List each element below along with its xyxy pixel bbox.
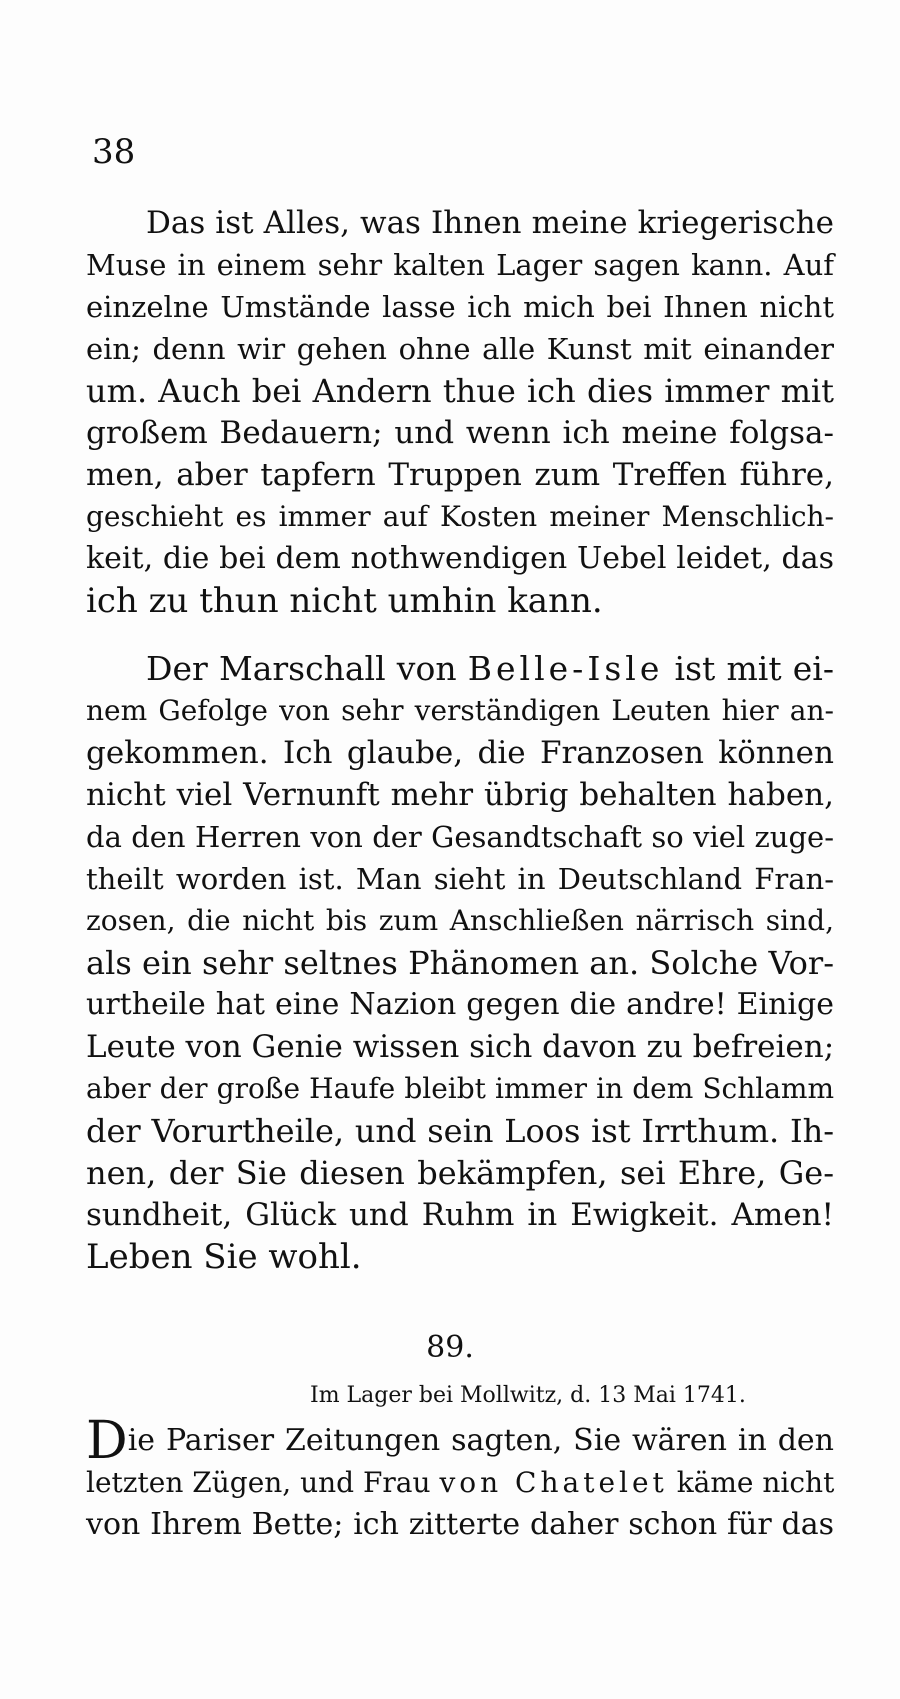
text-line: nen, der Sie diesen bekämpfen, sei Ehre, Ge-	[86, 1154, 834, 1192]
letter-dateline: Im Lager bei Mollwitz, d. 13 Mai 1741.	[310, 1383, 746, 1408]
paragraph-1	[86, 202, 834, 622]
text-segment: ie Pariser Zeitungen sagten, Sie wären in den	[127, 1423, 834, 1458]
paragraph-2	[86, 648, 834, 1278]
text-line: zosen, die nicht bis zum Anschließen närrisch sind,	[86, 904, 834, 937]
text-line: gekommen. Ich glaube, die Franzosen können	[86, 735, 834, 771]
text-line	[86, 648, 834, 690]
text-line: nem Gefolge von sehr verständigen Leuten hier an-	[86, 694, 834, 727]
text-line: geschieht es immer auf Kosten meiner Menschlich-	[86, 500, 834, 533]
drop-cap: D	[86, 1411, 128, 1471]
text-line: von Ihrem Bette; ich zitterte daher schon für das	[86, 1507, 834, 1542]
text-line: Leben Sie wohl.	[86, 1237, 362, 1277]
letter-number: 89.	[426, 1330, 474, 1365]
text-line: als ein sehr seltnes Phänomen an. Solche Vor-	[86, 944, 834, 982]
text-segment: käme nicht	[667, 1466, 835, 1499]
text-line: nicht viel Vernunft mehr übrig behalten haben,	[86, 777, 834, 813]
text-line: urtheile hat eine Nazion gegen die andre! Einige	[86, 987, 834, 1022]
text-line: ich zu thun nicht umhin kann.	[86, 581, 603, 621]
person-name: Belle-Isle	[467, 649, 664, 688]
text-line	[86, 1411, 834, 1471]
text-line: men, aber tapfern Truppen zum Treffen führe,	[86, 457, 834, 493]
text-line: einzelne Umstände lasse ich mich bei Ihnen nicht	[86, 290, 834, 324]
text-line: Das ist Alles, was Ihnen meine kriegerische	[146, 205, 834, 241]
text-line: Muse in einem sehr kalten Lager sagen kann. Auf	[86, 248, 834, 282]
text-segment: Der Marschall von	[146, 649, 468, 688]
page-number: 38	[92, 132, 136, 172]
text-line: theilt worden ist. Man sieht in Deutschland Fran-	[86, 862, 834, 896]
text-line: aber der große Haufe bleibt immer in dem Schlamm	[86, 1072, 834, 1105]
text-line: sundheit, Glück und Ruhm in Ewigkeit. Amen!	[86, 1197, 834, 1233]
text-line: der Vorurtheile, und sein Loos ist Irrthum. Ih-	[86, 1112, 834, 1150]
person-name: von Chatelet	[439, 1466, 668, 1499]
text-line: Leute von Genie wissen sich davon zu befreien;	[86, 1029, 835, 1065]
text-line	[86, 1462, 834, 1504]
text-line: um. Auch bei Andern thue ich dies immer mit	[86, 372, 834, 410]
text-segment: letzten Zügen, und Frau	[86, 1466, 440, 1499]
text-line: keit, die bei dem nothwendigen Uebel leidet, das	[86, 541, 834, 576]
text-line: ein; denn wir gehen ohne alle Kunst mit einander	[86, 332, 834, 366]
paragraph-3	[86, 1411, 835, 1546]
text-segment: ist mit ei-	[663, 649, 834, 688]
text-line: da den Herren von der Gesandtschaft so viel zuge-	[86, 820, 834, 854]
text-line: großem Bedauern; und wenn ich meine folgsa-	[86, 415, 834, 451]
